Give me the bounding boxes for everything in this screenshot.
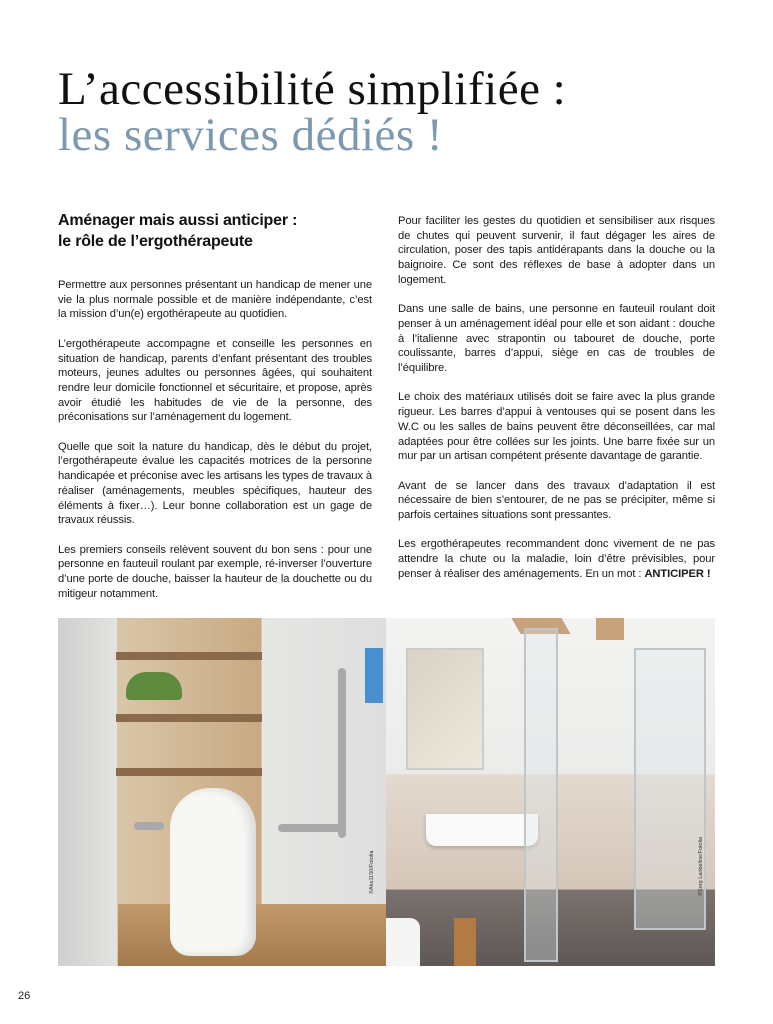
- photo-credit: ©Sorg Lanbeline/Fotolia: [698, 836, 704, 896]
- paragraph-conclusion: [398, 537, 715, 581]
- toilet: [170, 788, 256, 956]
- paragraph: Quelle que soit la nature du handicap, dès le début du projet, l’ergothérapeute évalue les capacités motrices de la personne handicapée et préconise avec les artisans les types de travaux à réaliser (aménagements, meubles spécifiques, hauteur des éléments à fixer…). Leur bonne collaboration est un gage de travaux réussis.: [58, 440, 372, 527]
- mirror: [406, 648, 484, 770]
- accessible-toilet-photo: [58, 618, 386, 966]
- paragraph: Dans une salle de bains, une personne en fauteuil roulant doit penser à un aménagement idéal pour elle et son aidant : douche à l’italienne avec strapontin ou tabouret de douche, porte coulissante, barres d’appui, siège en cas de troubles de l’équilibre.: [398, 303, 715, 375]
- paragraph: Avant de se lancer dans des travaux d’adaptation il est nécessaire de bien s’entourer, de ne pas se précipiter, même si parfois certaines situations sont pressantes.: [398, 479, 715, 522]
- paragraph: Le choix des matériaux utilisés doit se faire avec la plus grande rigueur. Les barres d’appui à ventouses qui se posent dans les W.C ou les salles de bains peuvent être déconseillées, car mal adaptées pour être collées sur les joints. Une barre fixée sur un mur par un artisan compétent présente davantage de garantie.: [398, 391, 715, 463]
- title-line-1: L’accessibilité simplifiée :: [58, 63, 567, 115]
- sink: [426, 814, 538, 846]
- right-column: [398, 214, 715, 596]
- conclusion-text: Les ergothérapeutes recommandent donc vivement de ne pas attendre la chute ou la maladie, loin d’être prévisibles, pour penser à réaliser des aménagements. En un mot :: [398, 538, 715, 580]
- title-line-2: les services dédiés !: [58, 109, 444, 161]
- page-title: [58, 63, 567, 161]
- photo-credit: ©Ake1150/Fotolia: [369, 850, 375, 894]
- heading-line-2: le rôle de l’ergothérapeute: [58, 233, 253, 250]
- paragraph: Les premiers conseils relèvent souvent du bon sens : pour une personne en fauteuil roulant par exemple, ré-inverser l’ouverture d’une porte de douche, baisser la hauteur de la douchette ou du mitigeur notamment.: [58, 543, 372, 600]
- heading-line-1: Aménager mais aussi anticiper :: [58, 212, 298, 229]
- paragraph: L’ergothérapeute accompagne et conseille les personnes en situation de handicap, parents d’enfant présentant des troubles moteurs, jeunes adultes ou personnes âgées, qui souhaitent rendre leur domicile fonctionnel et sécuritaire, et propose, après avoir étudié les habitudes de vie de la personne, des préconisations sur l’aménagement du logement.: [58, 337, 372, 424]
- conclusion-emphasis: ANTICIPER !: [644, 567, 711, 580]
- paragraph: Pour faciliter les gestes du quotidien et sensibiliser aux risques de chutes qui peuvent survenir, il faut dégager les aires de circulation, poser des tapis antidérapants dans la douche ou la baignoire. Ce sont des réflexes de base à adopter dans un logement.: [398, 215, 715, 286]
- paragraph: Permettre aux personnes présentant un handicap de mener une vie la plus normale possible et de manière indépendante, c’est la mission d’un(e) ergothérapeute au quotidien.: [58, 279, 372, 321]
- left-column: [58, 210, 372, 616]
- section-heading: [58, 210, 372, 252]
- walk-in-shower-photo: [386, 618, 715, 966]
- page-number: 26: [18, 990, 31, 1002]
